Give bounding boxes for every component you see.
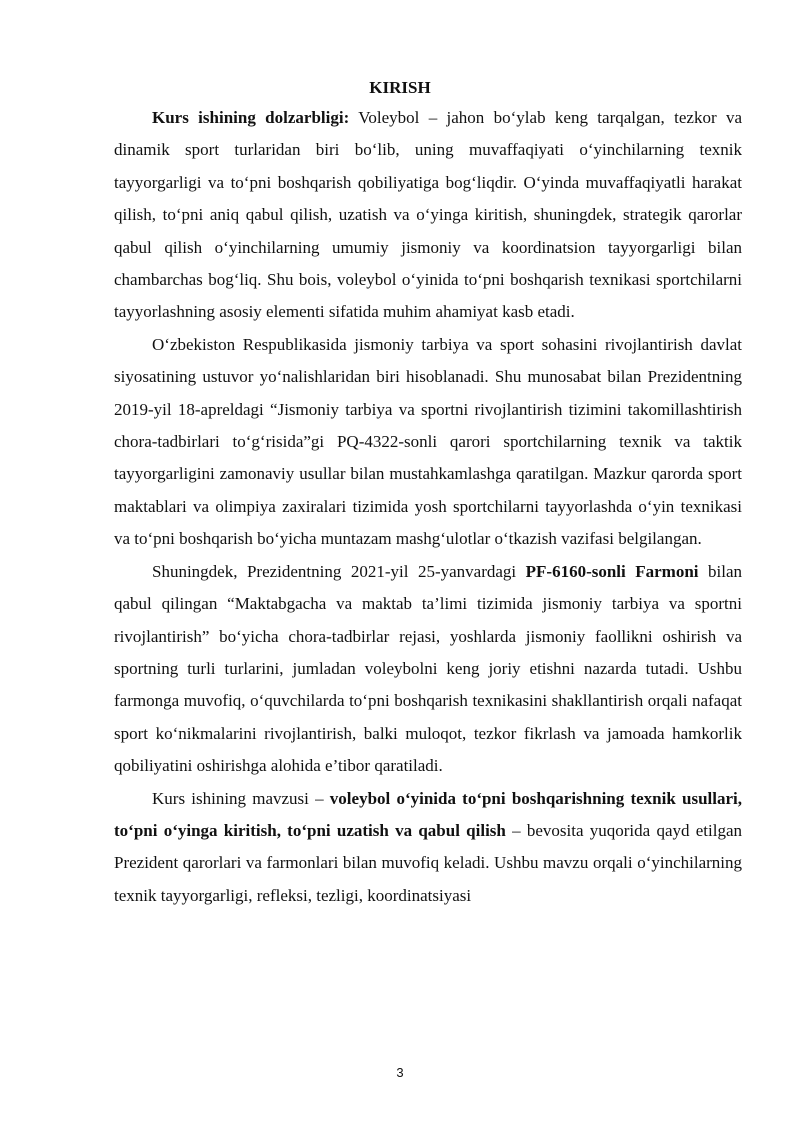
decree-text-after: bilan qabul qilingan “Maktabgacha va maktab ta’limi tizimida jismoniy tarbiya va sportni rivojlantirish” bo‘yicha chora-tadbirlar rejasi, yoshlarda jismoniy faollikni oshirish va sportning turli turlarini, jumladan voleybolni keng joriy etishni nazarda tutadi. Ushbu farmonga muvofiq, o‘quvchilarda to‘pni boshqarish texnikasini shakllantirish orqali nafaqat sport ko‘nikmalarini rivojlantirish, balki muloqot, tezkor fikrlash va jamoada hamkorlik qobiliyatini oshirishga alohida e’tibor qaratiladi. [114,561,742,776]
relevance-lead: Kurs ishining dolzarbligi: [152,108,350,127]
paragraph-decree [114,556,742,783]
state-policy-text: O‘zbekiston Respublikasida jismoniy tarbiya va sport sohasini rivojlantirish davlat siyosatining ustuvor yo‘nalishlaridan biri hisoblanadi. Shu munosabat bilan Prezidentning 2019-yil 18-apreldagi “Jismoniy tarbiya va sportni rivojlantirish tizimini takomillashtirish chora-tadbirlari to‘g‘risida”gi PQ-4322-sonli qarori sportchilarning texnik va taktik tayyorgarligini zamonaviy usullar bilan mustahkamlashga qaratilgan. Mazkur qarorda sport maktablari va olimpiya zaxiralari tizimida yosh sportchilarni tayyorlashda o‘yin texnikasi va to‘pni boshqarish bo‘yicha muntazam mashg‘ulotlar o‘tkazish vazifasi belgilangan. [114,334,742,549]
topic-title: voleybol o‘yinida to‘pni boshqarishning texnik usullari, to‘pni o‘yinga kiritish, to‘pni uzatish va qabul qilish [114,788,742,840]
paragraph-topic [114,783,742,913]
section-heading: KIRISH [369,78,431,97]
paragraph-relevance [114,102,742,329]
topic-text-after: – bevosita yuqorida qayd etilgan Prezident qarorlari va farmonlari bilan muvofiq keladi. Ushbu mavzu orqali o‘yinchilarning texnik tayyorgarligi, refleksi, tezligi, koordinatsiyasi [114,820,743,905]
decree-name: PF-6160-sonli Farmoni [525,561,699,581]
paragraph-state-policy [114,329,742,556]
body-text [114,102,742,912]
decree-text-before: Shuningdek, Prezidentning 2021-yil 25-yanvardagi [152,561,526,581]
topic-text-before: Kurs ishining mavzusi – [152,788,330,808]
page-number: 3 [396,1065,404,1080]
relevance-text: Voleybol – jahon bo‘ylab keng tarqalgan, tezkor va dinamik sport turlaridan biri bo‘lib, uning muvaffaqiyati o‘yinchilarning texnik tayyorgarligi va to‘pni boshqarish qobiliyatiga bog‘liqdir. O‘yinda muvaffaqiyatli harakat qilish, to‘pni aniq qabul qilish, uzatish va o‘yinga kiritish, shuningdek, strategik qarorlar qabul qilish o‘yinchilarning umumiy jismoniy va koordinatsion tayyorgarligi bilan chambarchas bog‘liq. Shu bois, voleybol o‘yinida to‘pni boshqarish texnikasi sportchilarni tayyorlashning asosiy elementi sifatida muhim ahamiyat kasb etadi. [114,108,742,322]
